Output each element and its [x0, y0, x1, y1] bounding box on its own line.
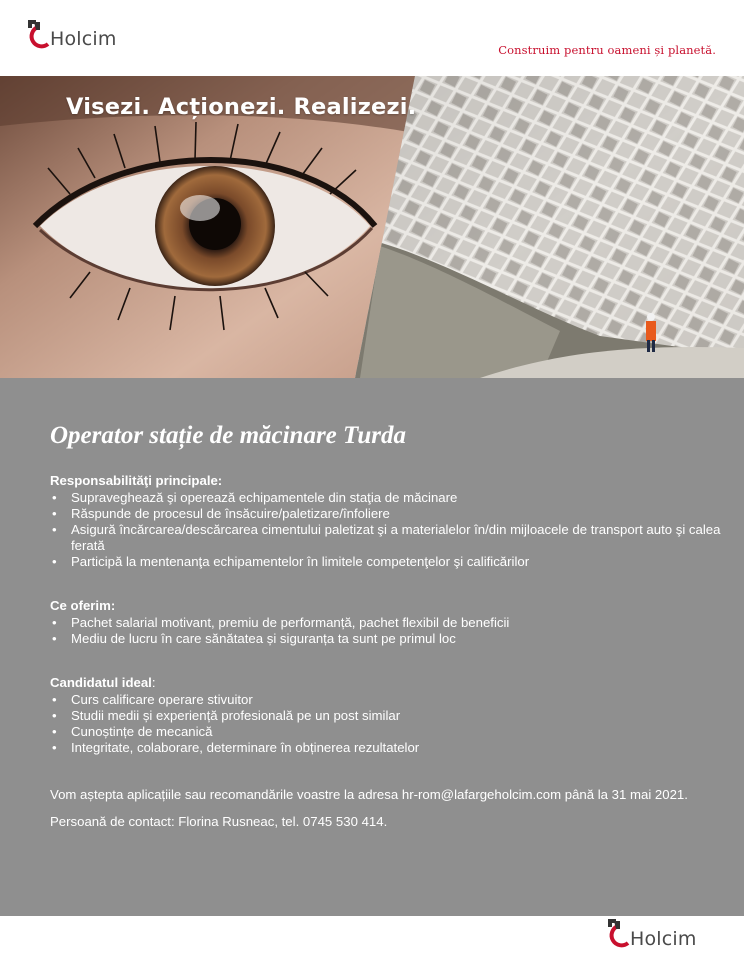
- list-item: • Supraveghează şi operează echipamentele din staţia de măcinare: [50, 490, 730, 506]
- candidate-section: [50, 675, 730, 756]
- job-title: Operator stație de măcinare Turda: [50, 422, 407, 449]
- offer-section: [50, 598, 730, 647]
- brand-tagline: Construim pentru oameni și planetă.: [498, 43, 716, 57]
- logo-wordmark: Holcim: [630, 928, 697, 950]
- contact-note: Persoană de contact: Florina Rusneac, tel. 0745 530 414.: [50, 814, 388, 829]
- candidate-heading-colon: :: [151, 675, 156, 690]
- offer-heading: Ce oferim:: [50, 598, 116, 613]
- list-item: • Cunoștințe de mecanică: [50, 724, 730, 740]
- hero-banner: [0, 76, 744, 378]
- candidate-list: [50, 692, 730, 756]
- responsibilities-heading: Responsabilităţi principale:: [50, 473, 223, 488]
- logo-wordmark: Holcim: [50, 28, 117, 50]
- page-footer: [0, 916, 744, 960]
- list-item: • Asigură încărcarea/descărcarea cimentului paletizat şi a materialelor în/din mijloacele de transport auto şi calea ferată: [50, 522, 730, 554]
- banner-headline: Visezi. Acționezi. Realizezi.: [66, 94, 417, 120]
- responsibilities-list: [50, 490, 730, 570]
- footer-holcim-logo: [606, 916, 697, 952]
- responsibilities-section: [50, 473, 730, 570]
- candidate-heading: [50, 675, 730, 691]
- list-item: • Integritate, colaborare, determinare în obținerea rezultatelor: [50, 740, 730, 756]
- list-item: • Studii medii și experiență profesională pe un post similar: [50, 708, 730, 724]
- job-posting-panel: [0, 378, 744, 916]
- hero-image: [0, 76, 744, 378]
- page-header: [0, 0, 744, 76]
- apply-note: Vom aștepta aplicațiile sau recomandările voastre la adresa hr-rom@lafargeholcim.com până la 31 mai 2021.: [50, 787, 688, 802]
- list-item: • Participă la mentenanţa echipamentelor în limitele competenţelor şi calificărilor: [50, 554, 730, 570]
- candidate-heading-text: Candidatul ideal: [50, 675, 152, 690]
- list-item: • Curs calificare operare stivuitor: [50, 692, 730, 708]
- list-item: • Pachet salarial motivant, premiu de performanță, pachet flexibil de beneficii: [50, 615, 730, 631]
- holcim-logo: [26, 18, 117, 52]
- list-item: • Răspunde de procesul de însăcuire/paletizare/înfoliere: [50, 506, 730, 522]
- offer-list: [50, 615, 730, 647]
- list-item: • Mediu de lucru în care sănătatea și siguranța ta sunt pe primul loc: [50, 631, 730, 647]
